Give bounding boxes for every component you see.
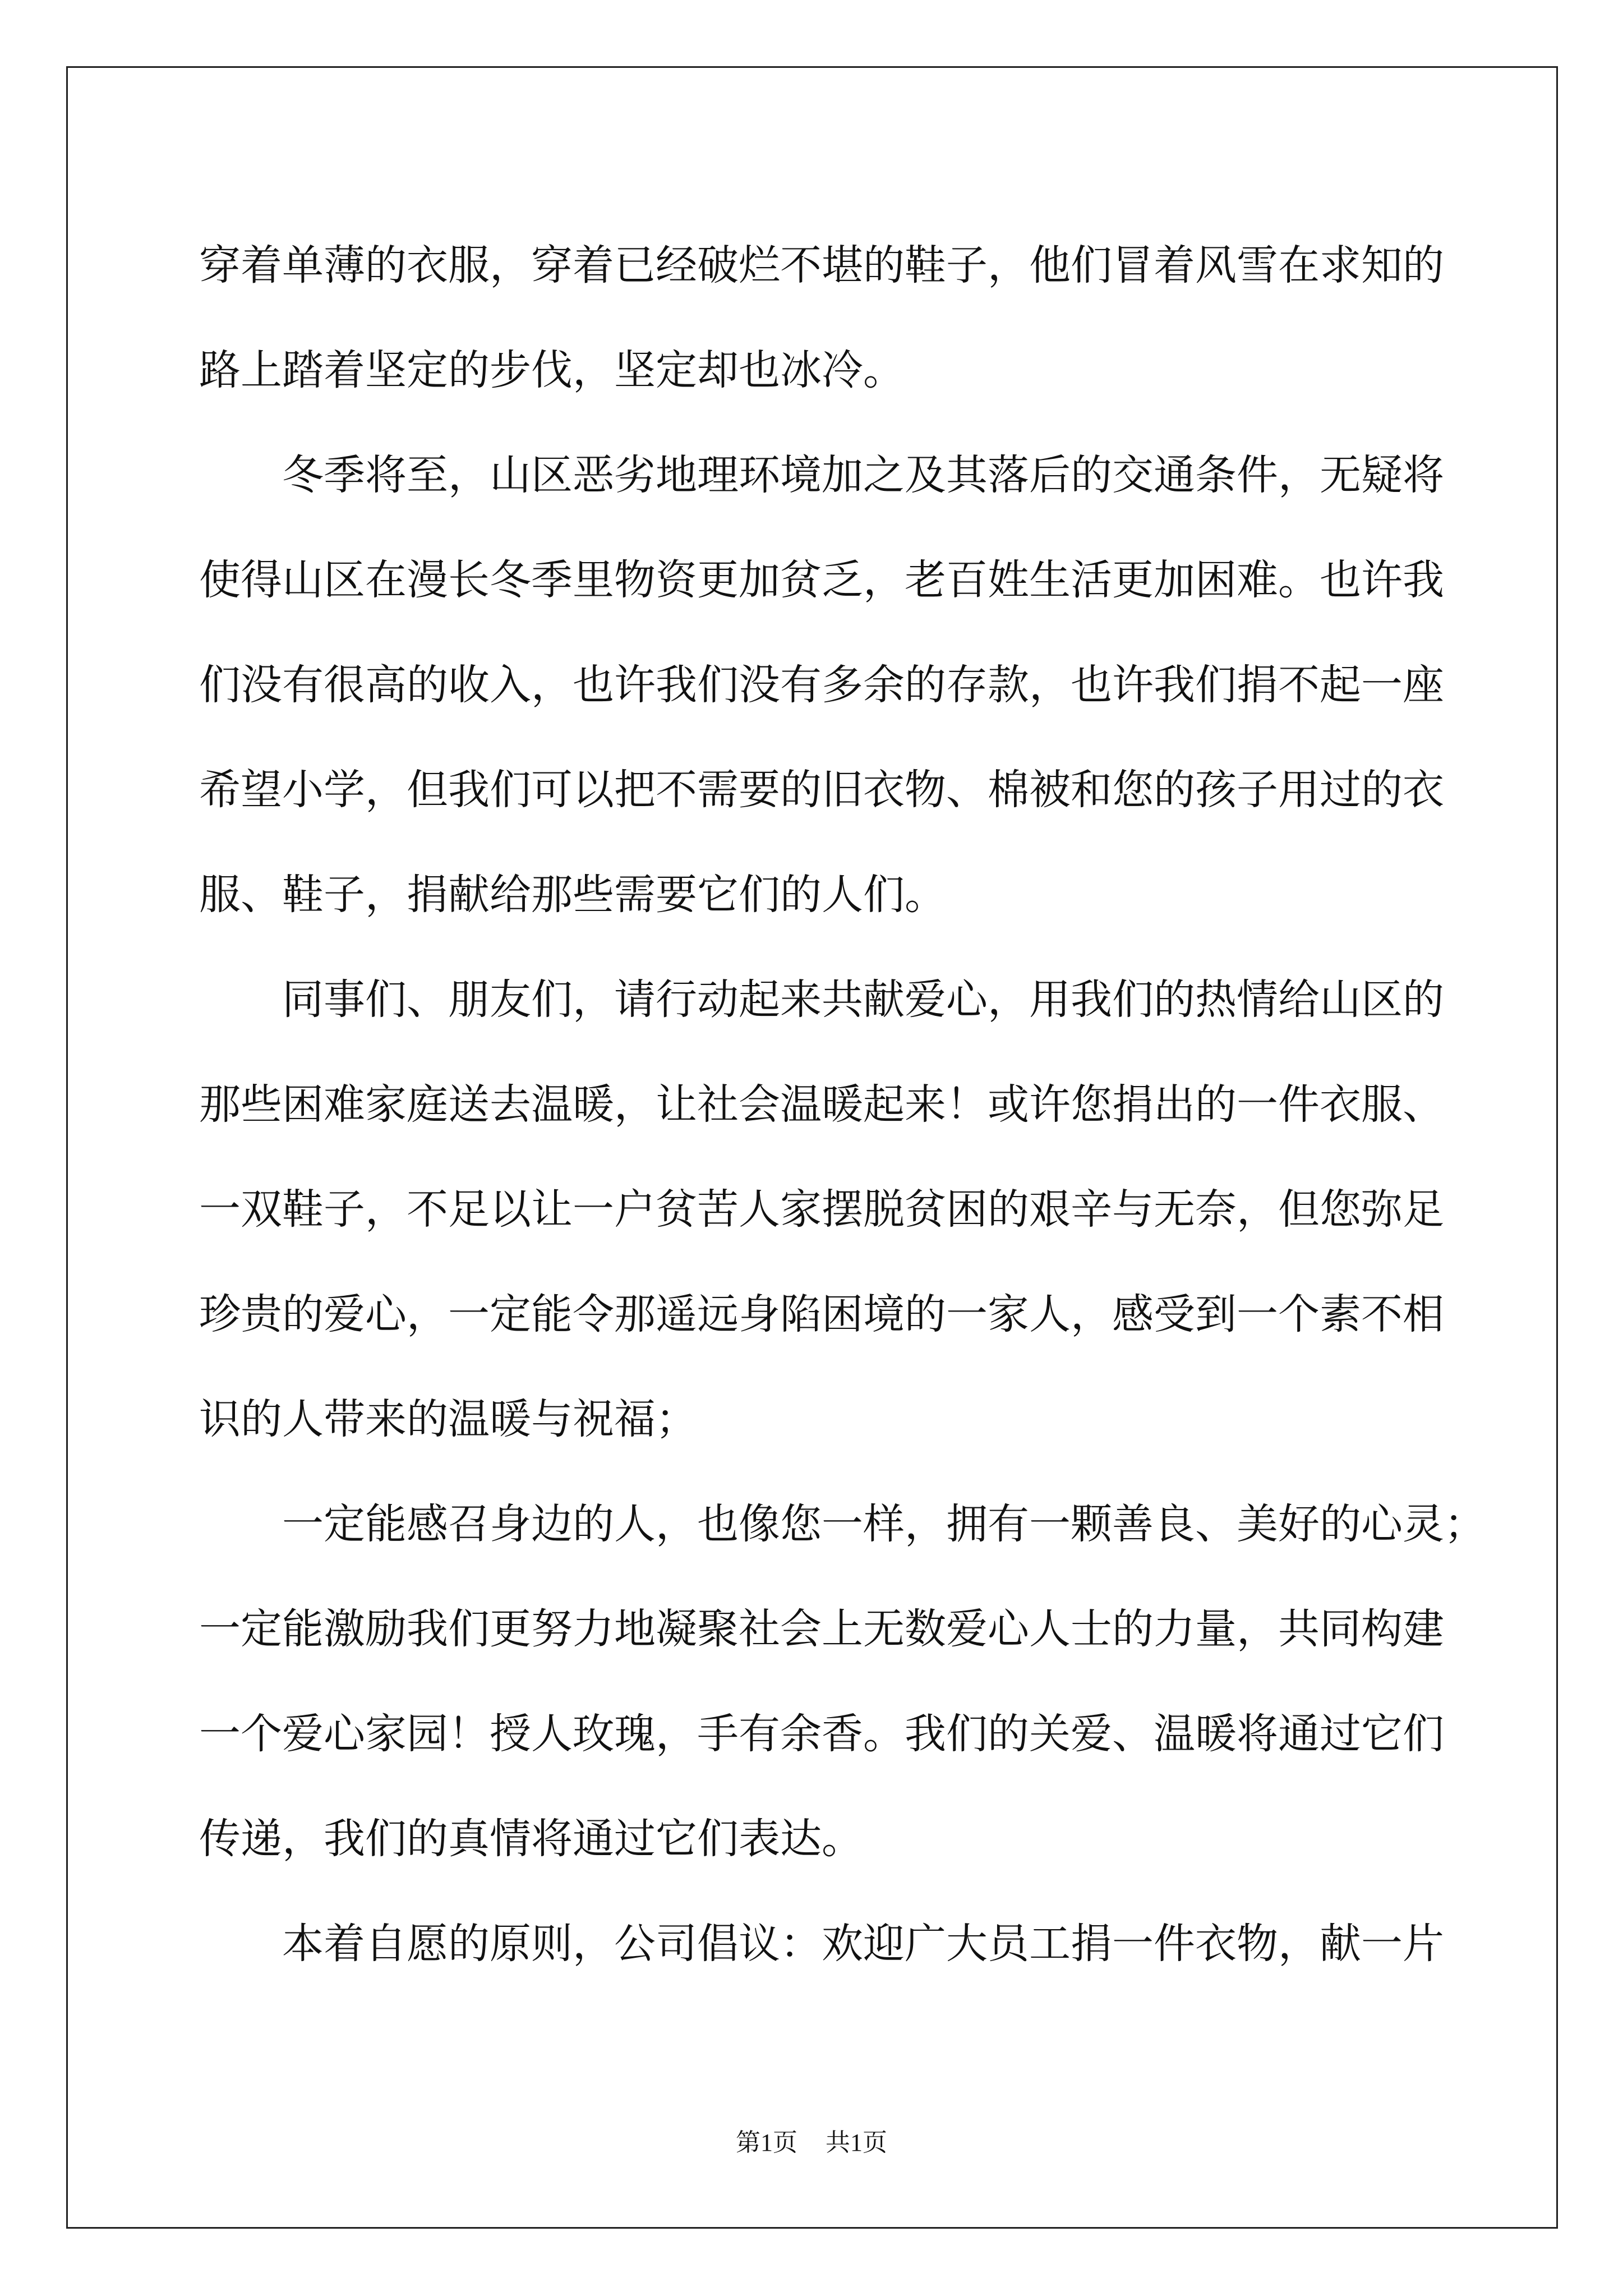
text-line: 使得山区在漫长冬季里物资更加贫乏，老百姓生活更加困难。也许我 (199, 556, 1444, 604)
text-line: 同事们、朋友们，请行动起来共献爱心，用我们的热情给山区的 (282, 976, 1444, 1024)
page-number: 第1页 (736, 2129, 797, 2156)
text-line: 穿着单薄的衣服，穿着已经破烂不堪的鞋子，他们冒着风雪在求知的 (199, 241, 1444, 289)
text-line: 一个爱心家园！授人玫瑰，手有余香。我们的关爱、温暖将通过它们 (199, 1710, 1444, 1758)
text-line: 本着自愿的原则，公司倡议：欢迎广大员工捐一件衣物，献一片 (282, 1920, 1444, 1968)
text-line: 们没有很高的收入，也许我们没有多余的存款，也许我们捐不起一座 (199, 661, 1444, 709)
text-line: 传递，我们的真情将通过它们表达。 (199, 1815, 863, 1863)
text-line: 一定能激励我们更努力地凝聚社会上无数爱心人士的力量，共同构建 (199, 1605, 1444, 1653)
text-line: 冬季将至，山区恶劣地理环境加之及其落后的交通条件，无疑将 (282, 451, 1444, 499)
text-line: 珍贵的爱心，一定能令那遥远身陷困境的一家人，感受到一个素不相 (199, 1290, 1444, 1338)
text-line: 一定能感召身边的人，也像您一样，拥有一颗善良、美好的心灵； (282, 1500, 1486, 1548)
document-body (199, 213, 1486, 1996)
text-line: 服、鞋子，捐献给那些需要它们的人们。 (199, 871, 946, 919)
text-line: 识的人带来的温暖与祝福； (199, 1395, 697, 1443)
text-line: 希望小学，但我们可以把不需要的旧衣物、棉被和您的孩子用过的衣 (199, 766, 1444, 814)
text-line: 一双鞋子，不足以让一户贫苦人家摆脱贫困的艰辛与无奈，但您弥足 (199, 1185, 1444, 1234)
text-line: 那些困难家庭送去温暖，让社会温暖起来！或许您捐出的一件衣服、 (199, 1080, 1444, 1129)
page-footer (0, 2126, 1623, 2160)
text-line: 路上踏着坚定的步伐，坚定却也冰冷。 (199, 346, 905, 394)
page-total: 共1页 (826, 2129, 887, 2156)
